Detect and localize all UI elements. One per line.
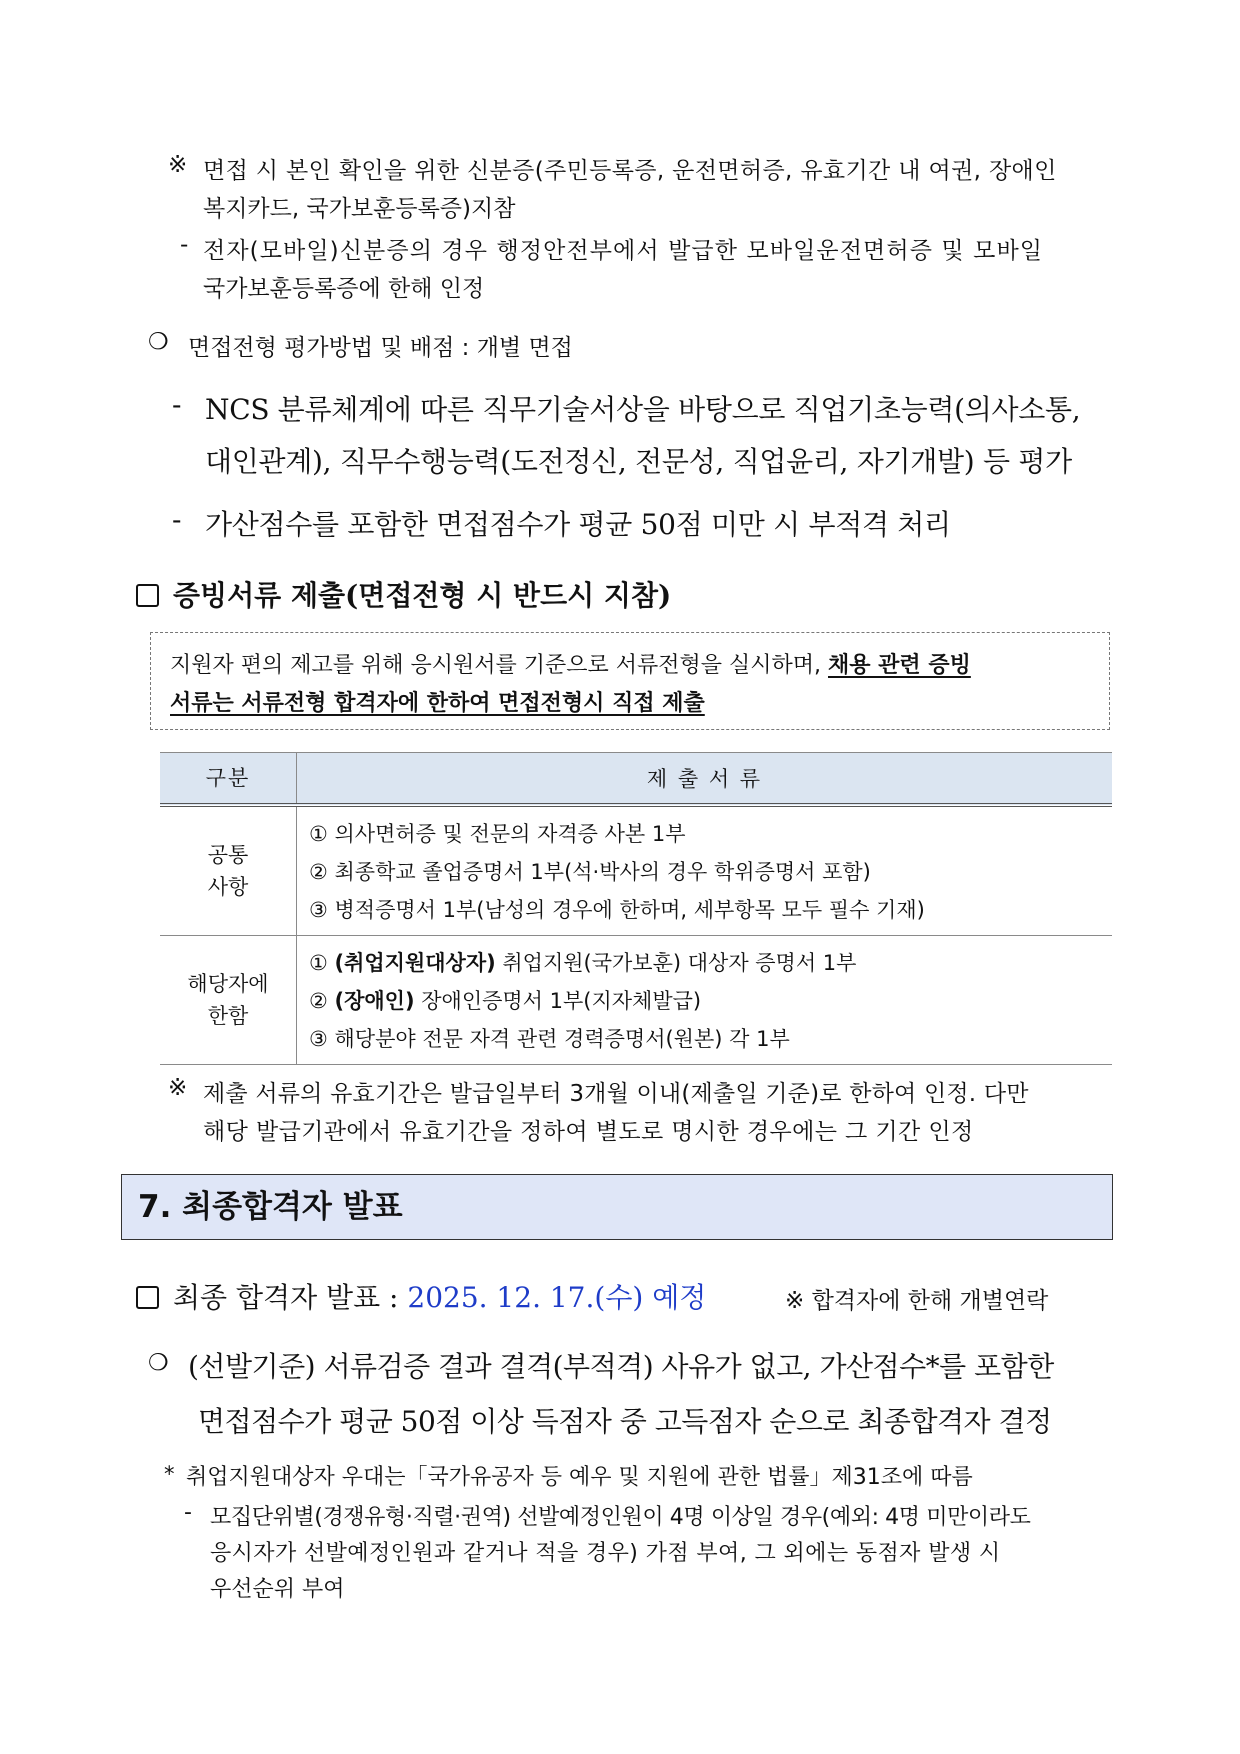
validity-note-line2: 해당 발급기관에서 유효기간을 정하여 별도로 명시한 경우에는 그 기간 인정 xyxy=(203,1119,974,1145)
list-item: ③ 해당분야 전문 자격 관련 경력증명서(원본) 각 1부 xyxy=(309,1027,790,1051)
circle-bullet: ❍ xyxy=(148,329,169,355)
mobile-id-line1: 전자(모바일)신분증의 경우 행정안전부에서 발급한 모바일운전면허증 및 모바일 xyxy=(203,238,1044,264)
row-label-applicable: 해당자에 한함 xyxy=(160,936,297,1065)
bonus-line3: 우선순위 부여 xyxy=(210,1577,345,1602)
bonus-line2: 응시자가 선발예정인원과 같거나 적을 경우) 가점 부여, 그 외에는 동점자 발생 시 xyxy=(210,1541,1001,1566)
id-note-line1: 면접 시 본인 확인을 위한 신분증(주민등록증, 운전면허증, 유효기간 내 여권, 장애인 xyxy=(203,158,1057,184)
criteria-line1: (선발기준) 서류검증 결과 결격(부적격) 사유가 없고, 가산점수*를 포함한 xyxy=(188,1350,1054,1383)
notice-line1: 지원자 편의 제고를 위해 응시원서를 기준으로 서류전형을 실시하며, 채용 관련 증빙 xyxy=(170,653,971,678)
announcement-line: 최종 합격자 발표 : 2025. 12. 17.(수) 예정 xyxy=(136,1276,706,1316)
dash: - xyxy=(184,1500,192,1525)
list-item: ① 의사면허증 및 전문의 자격증 사본 1부 xyxy=(309,822,686,846)
evaluation-item1-line2: 대인관계), 직무수행능력(도전정신, 전문성, 직업윤리, 자기개발) 등 평가 xyxy=(205,445,1072,478)
criteria-line2: 면접점수가 평균 50점 이상 득점자 중 고득점자 순으로 최종합격자 결정 xyxy=(198,1405,1052,1438)
section-title: 7. 최종합격자 발표 xyxy=(121,1174,1113,1240)
announcement-date: 2025. 12. 17.(수) 예정 xyxy=(407,1281,707,1314)
column-header-documents: 제 출 서 류 xyxy=(297,753,1113,806)
note-mark: ※ xyxy=(168,152,188,178)
footnote-mark: * xyxy=(164,1462,175,1486)
table-row xyxy=(160,805,1112,936)
announcement-note: ※ 합격자에 한해 개별연락 xyxy=(785,1288,1049,1314)
row-label-common: 공통 사항 xyxy=(160,805,297,936)
row-items-common xyxy=(297,805,1113,936)
id-note-line2: 복지카드, 국가보훈등록증)지참 xyxy=(203,196,516,222)
list-item: ② 최종학교 졸업증명서 1부(석·박사의 경우 학위증명서 포함) xyxy=(309,860,871,884)
evaluation-item1-line1: NCS 분류체계에 따른 직무기술서상을 바탕으로 직업기초능력(의사소통, xyxy=(205,393,1081,426)
note-mark: ※ xyxy=(168,1075,188,1101)
column-header-category: 구분 xyxy=(160,753,297,806)
notice-line2: 서류는 서류전형 합격자에 한하여 면접전형시 직접 제출 xyxy=(170,691,705,716)
bonus-line1: 모집단위별(경쟁유형·직렬·권역) 선발예정인원이 4명 이상일 경우(예외: 4명 미만이라도 xyxy=(210,1505,1031,1530)
evaluation-heading: 면접전형 평가방법 및 배점 : 개별 면접 xyxy=(188,335,573,361)
list-item: ① (취업지원대상자) 취업지원(국가보훈) 대상자 증명서 1부 xyxy=(309,951,857,975)
documents-table xyxy=(160,752,1112,1065)
circle-bullet: ❍ xyxy=(148,1350,169,1376)
dash: - xyxy=(172,388,182,421)
checkbox-square-icon xyxy=(136,1286,159,1309)
mobile-id-line2: 국가보훈등록증에 한해 인정 xyxy=(203,276,485,302)
footnote: 취업지원대상자 우대는「국가유공자 등 예우 및 지원에 관한 법률」제31조에 따름 xyxy=(186,1465,973,1490)
list-item: ③ 병적증명서 1부(남성의 경우에 한하며, 세부항목 모두 필수 기재) xyxy=(309,898,925,922)
validity-note-line1: 제출 서류의 유효기간은 발급일부터 3개월 이내(제출일 기준)로 한하여 인정. 다만 xyxy=(203,1081,1029,1107)
checkbox-square-icon xyxy=(136,584,159,607)
row-items-applicable xyxy=(297,936,1113,1065)
dash: - xyxy=(172,503,182,536)
evaluation-item2: 가산점수를 포함한 면접점수가 평균 50점 미만 시 부적격 처리 xyxy=(205,508,951,541)
list-item: ② (장애인) 장애인증명서 1부(지자체발급) xyxy=(309,989,702,1013)
documents-heading: 증빙서류 제출(면접전형 시 반드시 지참) xyxy=(136,574,671,614)
dash: - xyxy=(180,232,189,258)
table-row xyxy=(160,936,1112,1065)
table-header-row xyxy=(160,753,1112,806)
